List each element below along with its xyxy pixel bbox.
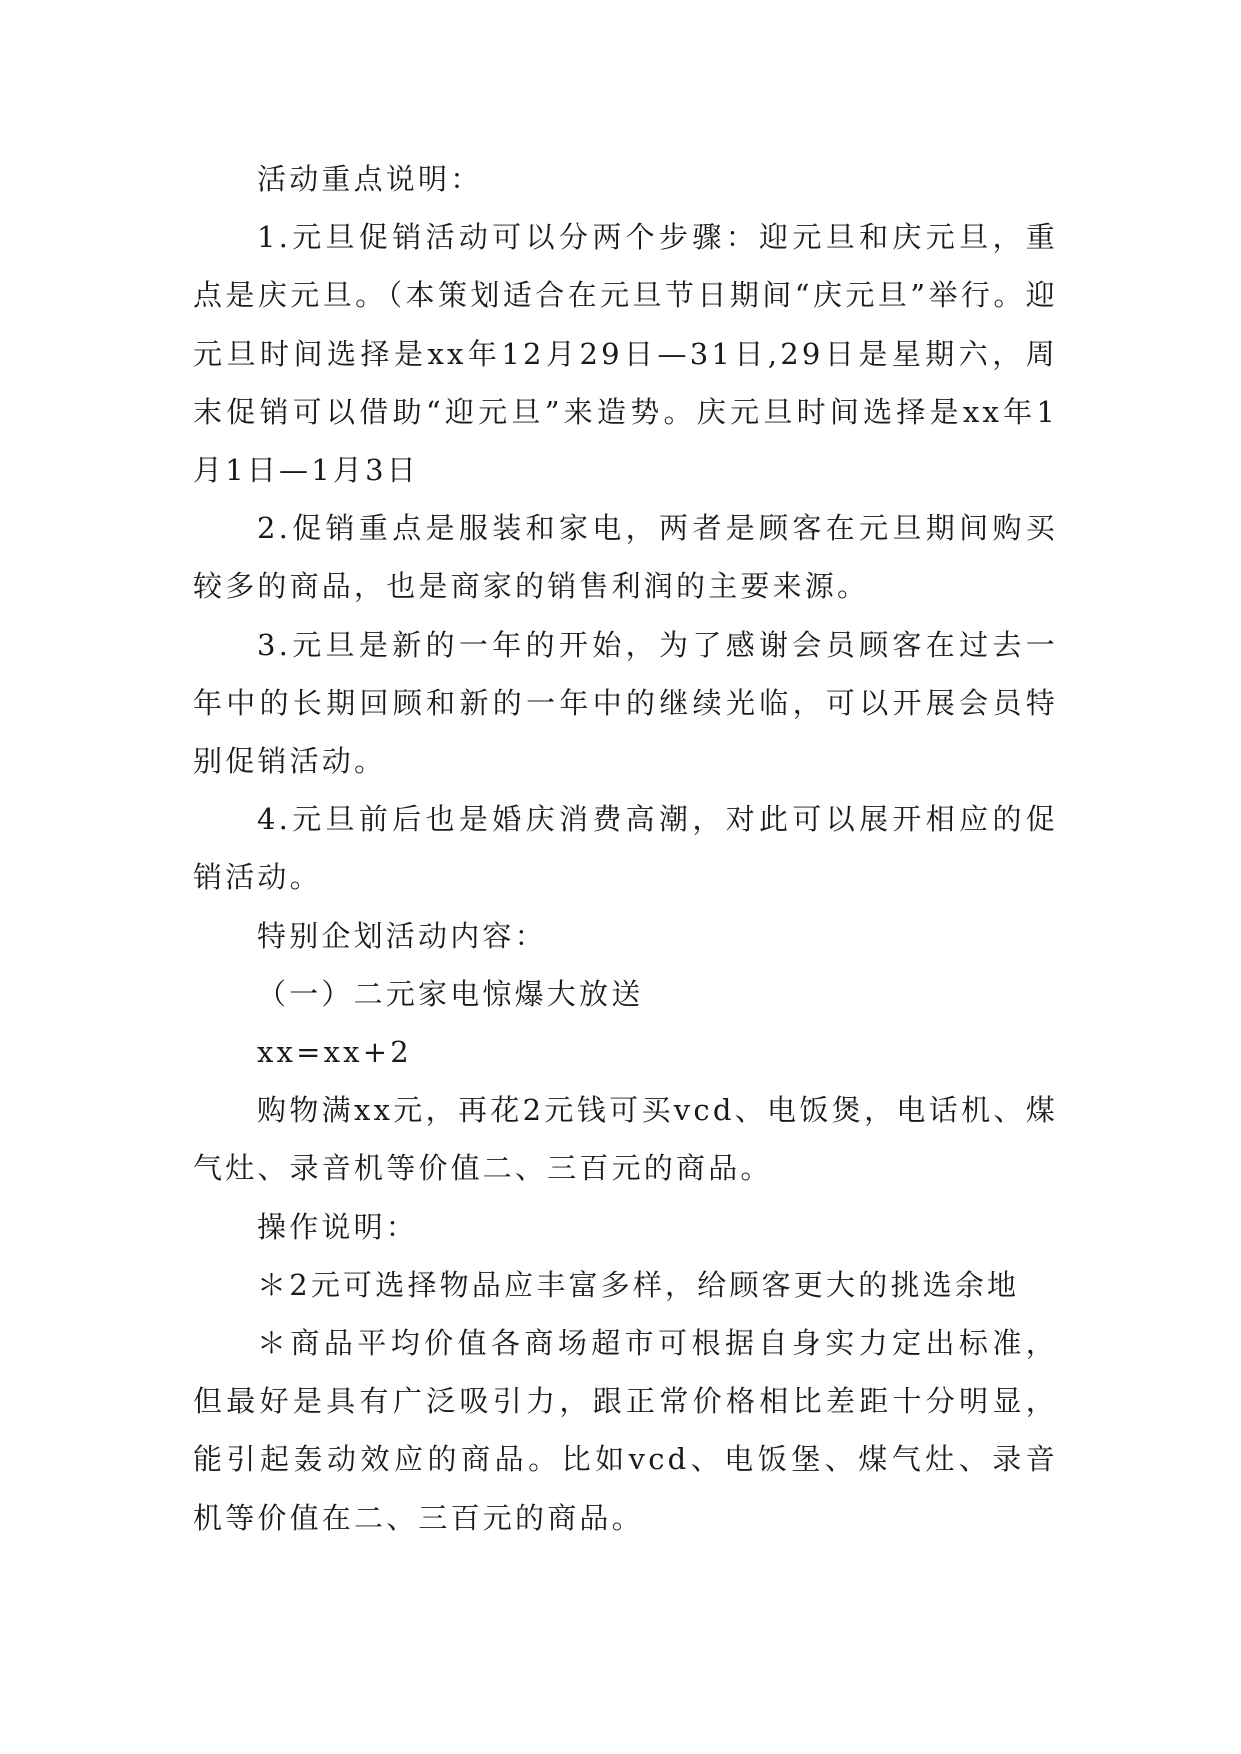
paragraph-point-2: 2.促销重点是服装和家电，两者是顾客在元旦期间购买较多的商品，也是商家的销售利润的主要来源。 <box>193 511 1058 604</box>
bullet-paragraph: ＊商品平均价值各商场超市可根据自身实力定出标准，但最好是具有广泛吸引力，跟正常价格相比差距十分明显，能引起轰动效应的商品。比如vcd、电饭堡、煤气灶、录音机等价值在二、三百元的商品。 <box>193 1326 1058 1535</box>
document-body <box>193 150 1058 1547</box>
paragraph-point-3: 3.元旦是新的一年的开始，为了感谢会员顾客在过去一年中的长期回顾和新的一年中的继续光临，可以开展会员特别促销活动。 <box>193 627 1058 779</box>
subsection-heading: （一）二元家电惊爆大放送 <box>257 976 644 1011</box>
formula-line: xx=xx+2 <box>257 1035 412 1070</box>
section-heading: 特别企划活动内容： <box>257 918 547 953</box>
section-heading: 活动重点说明： <box>257 162 483 196</box>
paragraph: 购物满xx元，再花2元钱可买vcd、电饭煲，电话机、煤气灶、录音机等价值二、三百元的商品。 <box>193 1093 1058 1186</box>
section-heading: 操作说明： <box>257 1209 419 1244</box>
bullet-paragraph: ＊2元可选择物品应丰富多样，给顾客更大的挑选余地 <box>257 1267 1020 1302</box>
paragraph-point-1: 1.元旦促销活动可以分两个步骤：迎元旦和庆元旦，重点是庆元旦。（本策划适合在元旦节日期间“庆元旦”举行。迎元旦时间选择是xx年12月29日—31日,29日是星期六，周末促销可以借助“迎元旦”来造势。庆元旦时间选择是xx年1月1日—1月3日 <box>193 220 1058 488</box>
paragraph-point-4: 4.元旦前后也是婚庆消费高潮，对此可以展开相应的促销活动。 <box>193 802 1058 895</box>
